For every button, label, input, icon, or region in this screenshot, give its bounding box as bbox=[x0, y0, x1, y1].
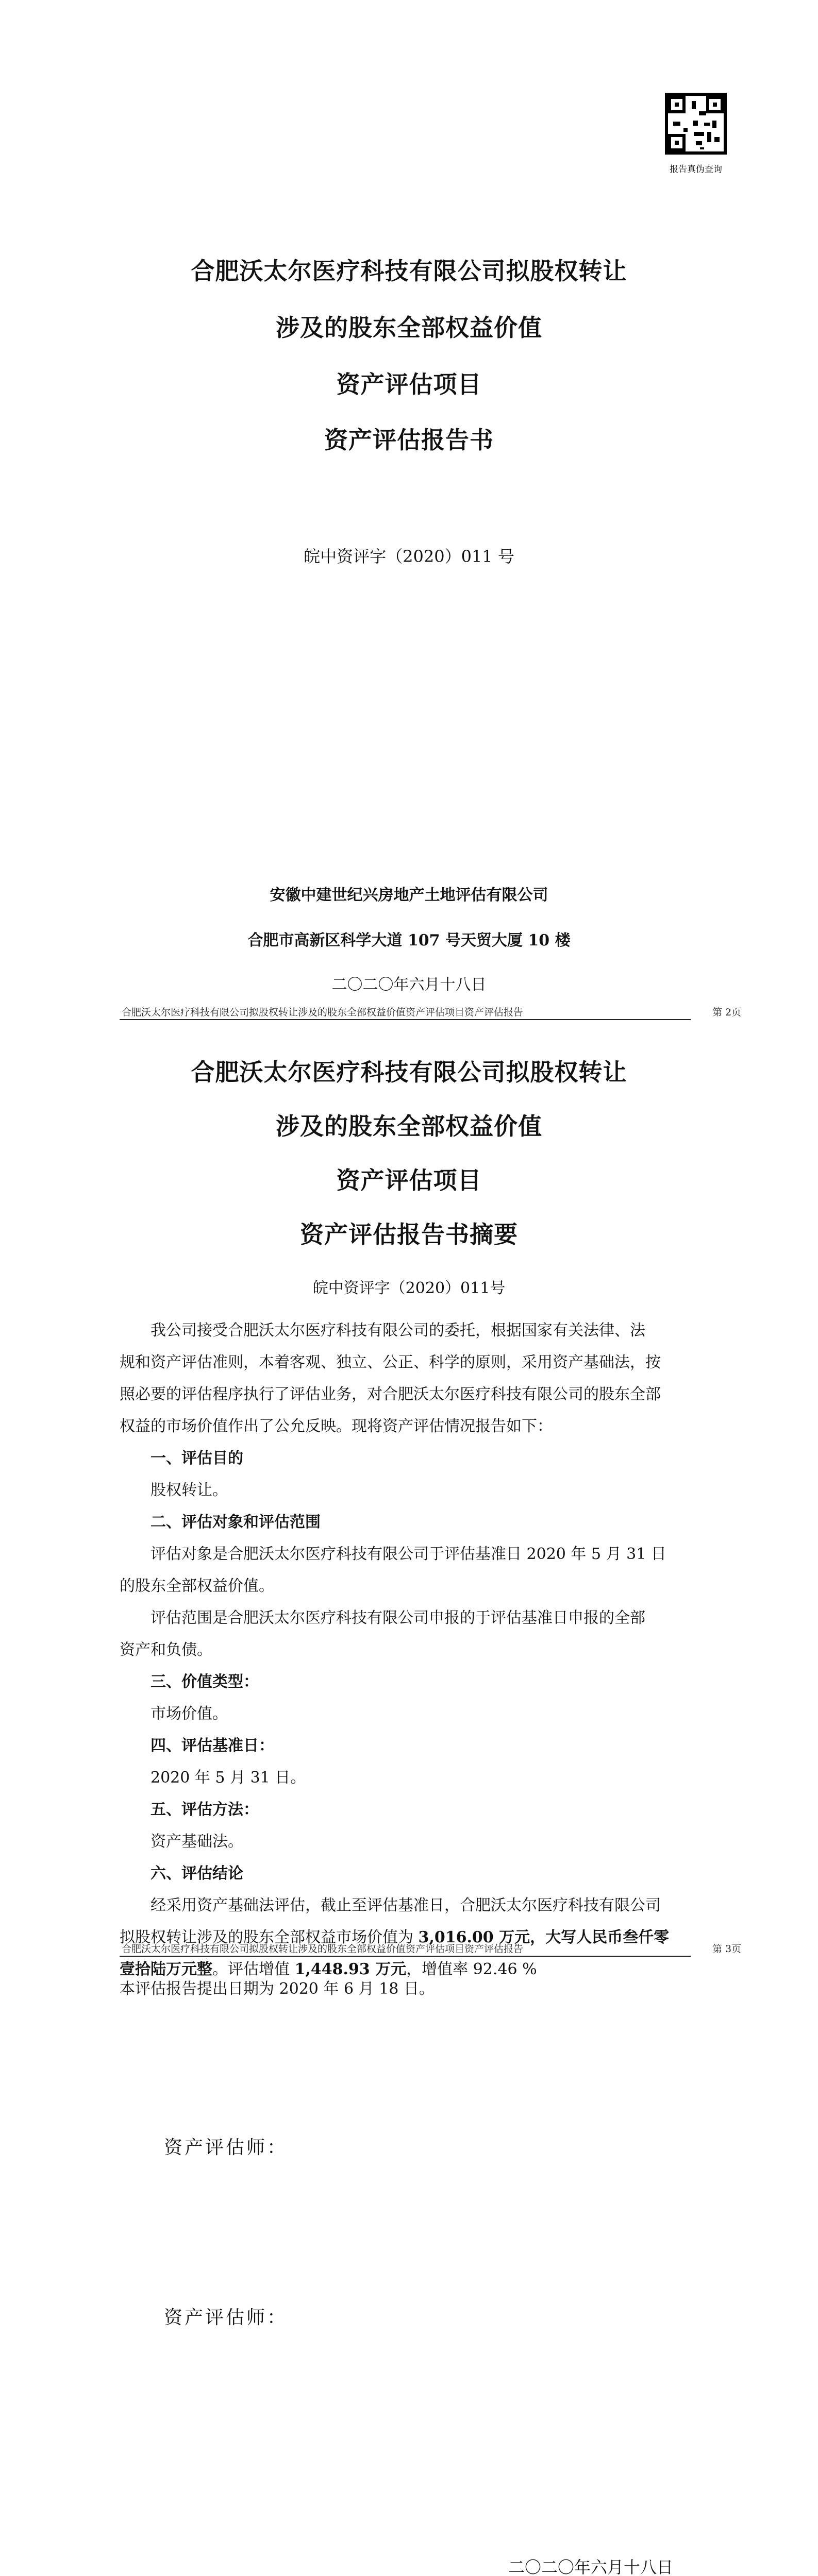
section-body-base-date: 2020 年 5 月 31 日。 bbox=[151, 1769, 306, 1787]
report-submit-date: 本评估报告提出日期为 2020 年 6 月 18 日。 bbox=[120, 1980, 435, 1998]
cover-title-line-2: 涉及的股东全部权益价值 bbox=[276, 314, 542, 342]
intro-line: 我公司接受合肥沃太尔医疗科技有限公司的委托，根据国家有关法律、法 bbox=[151, 1321, 645, 1340]
cover-title-line-4: 资产评估报告书 bbox=[324, 426, 494, 454]
page-footer-rule bbox=[120, 1019, 691, 1020]
cover-title-line-1: 合肥沃太尔医疗科技有限公司拟股权转让 bbox=[191, 257, 627, 285]
page-number: 第 2页 bbox=[712, 1007, 742, 1018]
conclusion-increase-amount: 1,448.93 万元 bbox=[294, 1960, 407, 1978]
qr-code[interactable] bbox=[665, 93, 727, 155]
section-heading-method: 五、评估方法： bbox=[151, 1801, 259, 1819]
section-body-object: 的股东全部权益价值。 bbox=[120, 1577, 274, 1595]
conclusion-text: 拟股权转让涉及的股东全部权益市场价值为 bbox=[120, 1928, 419, 1946]
conclusion-increase-rate: ，增值率 92.46 % bbox=[406, 1960, 537, 1978]
section-body-purpose: 股权转让。 bbox=[151, 1481, 228, 1499]
summary-title-line-1: 合肥沃太尔医疗科技有限公司拟股权转让 bbox=[191, 1058, 627, 1086]
summary-intro bbox=[120, 1315, 702, 1443]
summary-title-line-4: 资产评估报告书摘要 bbox=[300, 1221, 518, 1248]
page-footer-text: 合肥沃太尔医疗科技有限公司拟股权转让涉及的股东全部权益价值资产评估项目资产评估报告 bbox=[122, 1007, 524, 1018]
cover-title-line-3: 资产评估项目 bbox=[336, 370, 482, 398]
cover-date: 二〇二〇年六月十八日 bbox=[331, 976, 487, 994]
cover-report-number: 皖中资评字（2020）011 号 bbox=[304, 547, 514, 566]
qr-caption: 报告真伪查询 bbox=[670, 164, 722, 175]
signature-date: 二〇二〇年六月十八日 bbox=[508, 2557, 674, 2576]
section-body-object: 评估对象是合肥沃太尔医疗科技有限公司于评估基准日 2020 年 5 月 31 日 bbox=[151, 1545, 666, 1563]
intro-line: 照必要的评估程序执行了评估业务，对合肥沃太尔医疗科技有限公司的股东全部 bbox=[120, 1385, 661, 1403]
section-heading-object-scope: 二、评估对象和评估范围 bbox=[151, 1513, 321, 1531]
section-heading-value-type: 三、价值类型： bbox=[151, 1673, 259, 1691]
conclusion-value-words: 壹拾陆万元整 bbox=[120, 1960, 212, 1978]
section-heading-conclusion: 六、评估结论 bbox=[151, 1865, 243, 1883]
section-body-method: 资产基础法。 bbox=[151, 1833, 243, 1851]
cover-company-name: 安徽中建世纪兴房地产土地评估有限公司 bbox=[270, 886, 548, 904]
section-body-scope: 资产和负债。 bbox=[120, 1641, 212, 1659]
section-body-scope: 评估范围是合肥沃太尔医疗科技有限公司申报的于评估基准日申报的全部 bbox=[151, 1609, 645, 1627]
section-heading-purpose: 一、评估目的 bbox=[151, 1449, 243, 1467]
conclusion-line-1: 经采用资产基础法评估，截止至评估基准日，合肥沃太尔医疗科技有限公司 bbox=[151, 1896, 661, 1914]
appraiser-signature-2: 资产评估师： bbox=[164, 2307, 288, 2328]
conclusion-value-amount: 3,016.00 万元，大写人民币叁仟零 bbox=[418, 1928, 670, 1946]
summary-title-line-3: 资产评估项目 bbox=[336, 1166, 482, 1194]
intro-line: 权益的市场价值作出了公允反映。现将资产评估情况报告如下： bbox=[120, 1417, 553, 1435]
summary-report-number: 皖中资评字（2020）011号 bbox=[312, 1279, 506, 1297]
summary-title-line-2: 涉及的股东全部权益价值 bbox=[276, 1112, 542, 1140]
appraiser-signature-1: 资产评估师： bbox=[164, 2137, 288, 2158]
section-heading-base-date: 四、评估基准日： bbox=[151, 1737, 274, 1755]
page-footer-text: 合肥沃太尔医疗科技有限公司拟股权转让涉及的股东全部权益价值资产评估项目资产评估报告 bbox=[122, 1943, 524, 1955]
section-body-value-type: 市场价值。 bbox=[151, 1705, 228, 1723]
cover-company-address: 合肥市高新区科学大道 107 号天贸大厦 10 楼 bbox=[247, 931, 571, 950]
page-number: 第 3页 bbox=[712, 1943, 742, 1955]
page-footer-rule bbox=[120, 1956, 691, 1957]
intro-line: 规和资产评估准则，本着客观、独立、公正、科学的原则，采用资产基础法，按 bbox=[120, 1353, 661, 1371]
summary-sections bbox=[120, 1443, 702, 1986]
conclusion-text: 。评估增值 bbox=[212, 1960, 295, 1978]
